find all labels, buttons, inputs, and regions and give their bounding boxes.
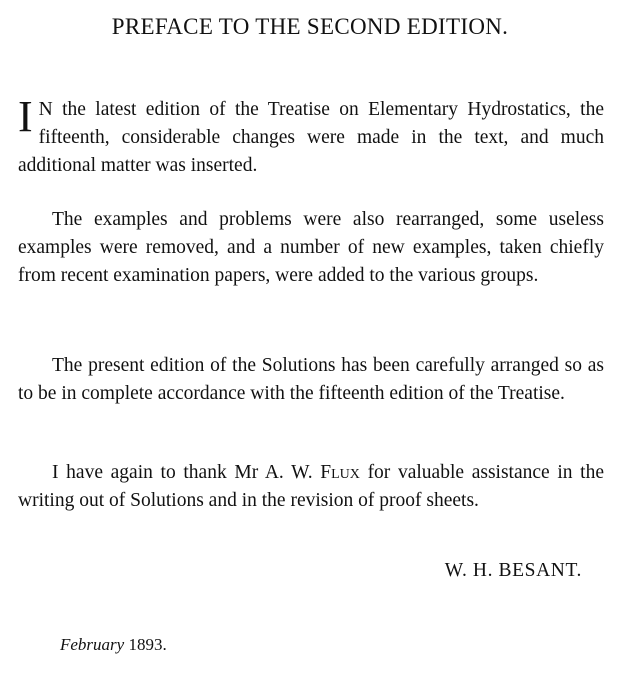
- date-year: 1893.: [128, 635, 167, 654]
- paragraph-1-text: N the latest edition of the Treatise on Elementary Hydrostatics, the fifteenth, considerable changes were made in the text, and much additional matter was inserted.: [18, 99, 604, 176]
- paragraph-1: [18, 92, 604, 180]
- page-title: PREFACE TO THE SECOND EDITION.: [111, 14, 509, 39]
- thanked-name: Flux: [320, 462, 360, 483]
- paragraph-4: [18, 459, 604, 515]
- paragraph-4-text-start: I have again to thank Mr A. W.: [52, 462, 321, 483]
- date-line: [60, 635, 167, 655]
- drop-cap: I: [18, 92, 33, 141]
- paragraph-3: The present edition of the Solutions has been carefully arranged so as to be in complete accordance with the fifteenth edition of the Treatise.: [18, 355, 604, 404]
- signature: W. H. BESANT.: [444, 560, 582, 581]
- paragraph-2: The examples and problems were also rearranged, some useless examples were removed, and a number of new examples, taken chiefly from recent examination papers, were added to the various groups.: [18, 209, 604, 286]
- date-month: February: [60, 635, 125, 654]
- paragraph-4-text-end: for valuable assistance in the writing out of Solutions and in the revision of proof sheets.: [18, 462, 605, 511]
